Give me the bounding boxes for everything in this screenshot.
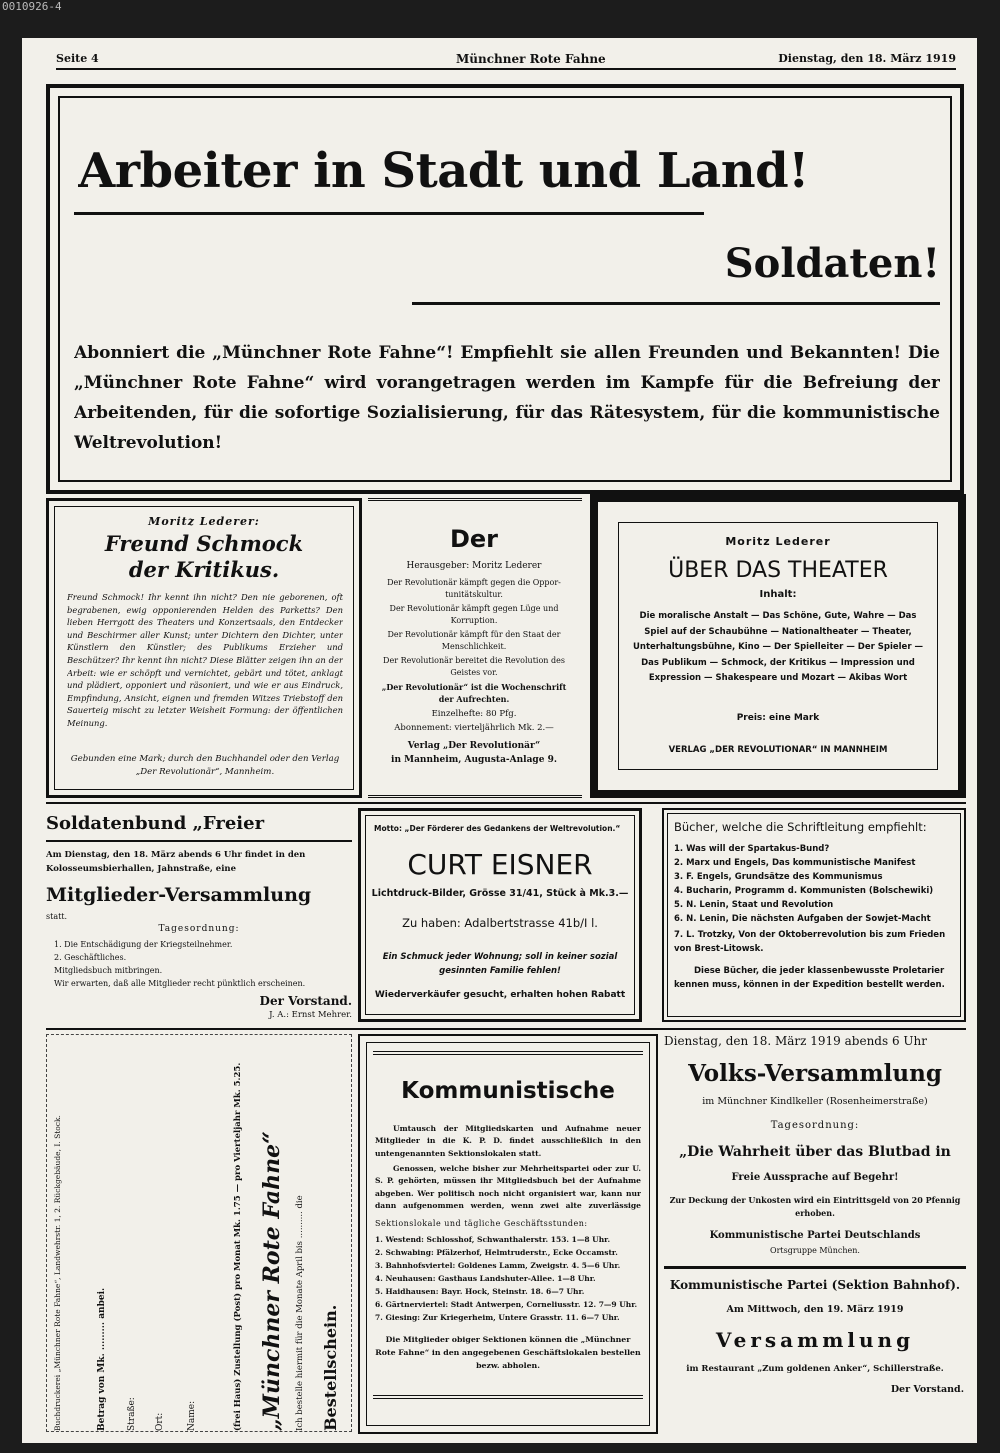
buecher-item-6: 6. N. Lenin, Die nächsten Aufgaben der Sowjet-Macht: [674, 914, 931, 924]
revolutionaer-line-1: Der Revolutionär kämpft gegen die Opportunitätskultur.: [387, 578, 561, 599]
vv-title: Volks-Versammlung: [688, 1060, 942, 1087]
vv-second-event: Versammlung: [715, 1328, 915, 1352]
eisner-inner-frame: [365, 815, 635, 1015]
coupon-place-label: Ort:: [155, 1412, 165, 1431]
vv-venue: im Münchner Kindlkeller (Rosenheimerstraße): [702, 1096, 928, 1107]
soldatenbund-signature-name: J. A.: Ernst Mehrer.: [269, 1010, 352, 1020]
kpd-intro: Umtausch der Mitgliedskarten und Aufnahme neuer Mitglieder in die K. P. D. findet ausschließlich in den untengenannten Sektionslokalen statt.: [375, 1124, 641, 1158]
schmock-title-1: Freund Schmock: [104, 531, 304, 556]
revolutionaer-address-2: in Mannheim, Augusta-Anlage 9.: [391, 755, 557, 765]
vv-discussion: Freie Aussprache auf Begehr!: [731, 1172, 899, 1183]
row-divider-1: [46, 802, 966, 804]
page-date: Dienstag, den 18. März 1919: [778, 52, 956, 65]
coupon-amount: Betrag von Mk. ......... anbei.: [97, 1287, 107, 1431]
vv-divider: [664, 1266, 966, 1269]
vv-second-signature: Der Vorstand.: [890, 1384, 964, 1395]
soldatenbund-ad: [46, 806, 352, 1024]
theater-author: Moritz Lederer: [725, 535, 831, 548]
vv-second-venue: im Restaurant „Zum goldenen Anker“, Schillerstraße.: [686, 1364, 944, 1374]
kpd-section-7: 7. Giesing: Zur Kriegerheim, Untere Grasstr. 11. 6—7 Uhr.: [375, 1313, 620, 1322]
header-rule: [56, 68, 956, 70]
revolutionaer-line-3: Der Revolutionär kämpft für den Staat der Menschlichkeit.: [387, 630, 561, 651]
theater-contents: Die moralische Anstalt — Das Schöne, Gute, Wahre — Das Spiel auf der Schaubühne — Nationaltheater — Theater, Unterhaltungsbühne, Kino — Der Spielleiter — Der Spieler — Das Publikum — Schmock, der Kritikus — Impression und Expression — Shakespeare und Mozart — Akibas Wort: [633, 611, 923, 683]
revolutionaer-subscription: Abonnement: vierteljährlich Mk. 2.—: [394, 723, 554, 733]
eisner-name: CURT EISNER: [407, 848, 593, 881]
schmock-title-2: der Kritikus.: [128, 557, 280, 582]
soldatenbund-signature: Der Vorstand.: [259, 994, 352, 1008]
main-body: Abonniert die „Münchner Rote Fahne“! Empfiehlt sie allen Freunden und Bekannten! Die „Münchner Rote Fahne“ wird vorangetragen werden im Kampfe für die Befreiung der Arbeitenden, für die sofortige Sozialisierung, für das Rätesystem, für die kommunistische Weltrevolution!: [74, 343, 940, 453]
revolutionaer-address-1: Verlag „Der Revolutionär“: [407, 741, 541, 751]
soldatenbund-note-1: Mitgliedsbuch mitbringen.: [54, 966, 163, 975]
vv-second-date: Am Mittwoch, den 19. März 1919: [726, 1304, 904, 1315]
kpd-ad: [358, 1034, 658, 1434]
soldatenbund-note-2: Wir erwarten, daß alle Mitglieder recht pünktlich erscheinen.: [54, 979, 306, 988]
soldatenbund-agenda-2: 2. Geschäftliches.: [54, 953, 127, 962]
buecher-item-5: 5. N. Lenin, Staat und Revolution: [674, 900, 834, 910]
kpd-section-3: 3. Bahnhofsviertel: Goldenes Lamm, Zweigstr. 4. 5—6 Uhr.: [375, 1261, 621, 1270]
eisner-motto: Motto: „Der Förderer des Gedankens der Weltrevolution.“: [374, 824, 621, 833]
kpd-sections-label: Sektionslokale und tägliche Geschäftsstunden:: [375, 1219, 588, 1228]
eisner-offer: Lichtdruck-Bilder, Grösse 31/41, Stück à Mk.3.—: [371, 888, 629, 899]
buecher-item-3: 3. F. Engels, Grundsätze des Kommunismus: [674, 872, 883, 882]
vv-second-org: Kommunistische Partei (Sektion Bahnhof).: [669, 1278, 961, 1292]
buecher-inner-frame: [667, 813, 961, 1017]
kpd-section-1: 1. Westend: Schlosshof, Schwanthalerstr. 153. 1—8 Uhr.: [375, 1235, 611, 1244]
revolutionaer-publisher: Herausgeber: Moritz Lederer: [406, 561, 542, 571]
kpd-section-6: 6. Gärtnerviertel: Stadt Antwerpen, Corneliusstr. 12. 7—9 Uhr.: [375, 1300, 638, 1309]
vv-topic: „Die Wahrheit über das Blutbad in: [679, 1144, 951, 1160]
buecher-footer: Diese Bücher, die jeder klassenbewusste Proletarier kennen muss, können in der Expedition bestellt werden.: [674, 966, 945, 990]
main-subheadline: Soldaten!: [724, 240, 940, 287]
kpd-section-2: 2. Schwabing: Pfälzerhof, Helmtruderstr., Ecke Occamstr.: [375, 1248, 618, 1257]
theater-ad: [590, 494, 966, 798]
vv-organizer: Kommunistische Partei Deutschlands: [709, 1230, 921, 1241]
revolutionaer-line-4: Der Revolutionär bereitet die Revolution des Geistes vor.: [383, 656, 565, 677]
soldatenbund-intro: Am Dienstag, den 18. März abends 6 Uhr findet in den Kolosseumsbierhallen, Jahnstraße, eine: [46, 850, 306, 874]
coupon-address: Buchdruckerei „Münchner Rote Fahne“, Landwehrstr. 1, 2. Rückgebäude, I. Stock.: [53, 1115, 62, 1431]
schmock-body: Freund Schmock! Ihr kennt ihn nicht? Den nie geborenen, oft begrabenen, ewig opponierenden Helden des Parketts? Den lieben Herrgott des Theaters und Konzertsaals, den Entdecker und Beschirmer aller Kunst; unter Dichtern den Dichter, unter Künstlern den Künstler; des Publikums Erzieher und Beschützer? Ihr kennt ihn nicht? Diese Blätter zeigen ihn an der Arbeit: wie er schöpft und vernichtet, gebärt und tötet, anklagt und plädiert, opponiert und räsoniert, und wie er aus Eindruck, Empfindung, Ansicht, eignen und fremden Witzes Triebstoff den Sauerteig mischt zu letzter Weisheit Formung: der öffentlichen Meinung.: [67, 592, 343, 728]
coupon: [46, 1034, 352, 1432]
kpd-footer: Die Mitglieder obiger Sektionen können die „Münchner Rote Fahne“ in den angegebenen Geschäftslokalen bestellen bezw. abholen.: [375, 1335, 641, 1370]
page-header: [56, 52, 956, 68]
soldatenbund-title: Soldatenbund „Freier: [46, 813, 265, 834]
coupon-line-2: (frei Haus) Zustellung (Post) pro Monat Mk. 1.75 — pro Vierteljahr Mk. 5.25.: [233, 1062, 243, 1431]
kpd-title: Kommunistische: [401, 1078, 615, 1104]
buecher-item-7: 7. L. Trotzky, Von der Oktoberrevolution bis zum Frieden von Brest-Litowsk.: [674, 930, 946, 954]
schmock-footer: Gebunden eine Mark; durch den Buchhandel oder den Verlag „Der Revolutionär“, Mannheim.: [70, 754, 340, 777]
buecher-title: Bücher, welche die Schriftleitung empfiehlt:: [674, 820, 927, 834]
subheadline-rule: [412, 302, 940, 305]
kpd-ornament-top: [373, 1051, 643, 1061]
schmock-author: Moritz Lederer:: [148, 515, 260, 528]
theater-price: Preis: eine Mark: [736, 713, 820, 723]
buecher-item-4: 4. Bucharin, Programm d. Kommunisten (Bolschewiki): [674, 886, 934, 896]
soldatenbund-event: Mitglieder-Versammlung: [46, 884, 312, 906]
theater-title: ÜBER DAS THEATER: [668, 558, 888, 583]
eisner-ad: [358, 808, 642, 1022]
kpd-inner-frame: [366, 1042, 650, 1426]
soldatenbund-event-suffix: statt.: [46, 912, 68, 921]
page-label: Seite 4: [56, 52, 99, 65]
vv-cost-note: Zur Deckung der Unkosten wird ein Eintrittsgeld von 20 Pfennig erhoben.: [669, 1195, 961, 1218]
buecher-item-1: 1. Was will der Spartakus-Bund?: [674, 844, 830, 854]
kpd-section-4: 4. Neuhausen: Gasthaus Landshuter-Allee. 1—8 Uhr.: [375, 1274, 596, 1283]
revolutionaer-ad: [368, 498, 582, 798]
main-ad-inner-frame: [58, 96, 952, 482]
vv-agenda-label: Tagesordnung:: [770, 1120, 860, 1131]
newspaper-page: [22, 38, 977, 1443]
vv-date-line: Dienstag, den 18. März 1919 abends 6 Uhr: [664, 1034, 927, 1048]
kpd-ornament-bottom: [373, 1395, 643, 1407]
revolutionaer-title: Der: [449, 525, 499, 553]
soldatenbund-agenda-1: 1. Die Entschädigung der Kriegsteilnehmer.: [54, 940, 233, 949]
masthead: Münchner Rote Fahne: [456, 52, 606, 66]
buecher-item-2: 2. Marx und Engels, Das kommunistische Manifest: [674, 858, 916, 868]
coupon-line-1: Ich bestelle hiermit für die Monate April bis .......... die: [295, 1195, 305, 1431]
vv-organizer-group: Ortsgruppe München.: [770, 1246, 860, 1255]
eisner-slogan: Ein Schmuck jeder Wohnung; soll in keiner sozial gesinnten Familie fehlen!: [382, 952, 618, 976]
schmock-ad: [46, 498, 362, 798]
revolutionaer-line-5: „Der Revolutionär“ ist die Wochenschrift der Aufrechten.: [381, 682, 567, 704]
soldatenbund-agenda-label: Tagesordnung:: [158, 924, 240, 934]
coupon-name-label: Name:: [187, 1400, 197, 1431]
row-divider-2: [46, 1028, 966, 1030]
coupon-street-label: Straße:: [127, 1397, 137, 1431]
eisner-address: Zu haben: Adalbertstrasse 41b/I l.: [402, 916, 598, 930]
schmock-inner-frame: [54, 506, 354, 790]
main-ad: [46, 84, 964, 494]
kpd-section-5: 5. Haidhausen: Bayr. Hock, Steinstr. 18. 6—7 Uhr.: [375, 1287, 585, 1296]
volksversammlung-ad: [664, 1034, 966, 1434]
headline-rule: [74, 212, 704, 215]
theater-publisher: VERLAG „DER REVOLUTIONÄR“ IN MANNHEIM: [668, 745, 888, 755]
revolutionaer-line-2: Der Revolutionär kämpft gegen Lüge und Korruption.: [389, 604, 559, 625]
main-headline: Arbeiter in Stadt und Land!: [78, 143, 809, 199]
archive-number: 0010926-4: [0, 0, 112, 14]
kpd-notice: Genossen, welche bisher zur Mehrheitspartei oder zur U. S. P. gehörten, müssen ihr Mitgliedsbuch bei der Aufnahme abgeben. Wer politisch noch nicht organisiert war, kann nur dann aufgenommen werden, wenn zwei alte zuverlässige: [375, 1164, 641, 1211]
eisner-resellers: Wiederverkäufer gesucht, erhalten hohen Rabatt: [374, 990, 626, 1000]
coupon-paper: „Münchner Rote Fahne“: [259, 1131, 285, 1431]
theater-contents-label: Inhalt:: [759, 589, 797, 600]
buecher-ad: [662, 808, 966, 1022]
theater-inner-frame: [618, 522, 938, 770]
revolutionaer-single-issue: Einzelhefte: 80 Pfg.: [431, 709, 517, 719]
coupon-title: Bestellschein.: [321, 1304, 340, 1431]
soldatenbund-rule: [46, 840, 352, 842]
